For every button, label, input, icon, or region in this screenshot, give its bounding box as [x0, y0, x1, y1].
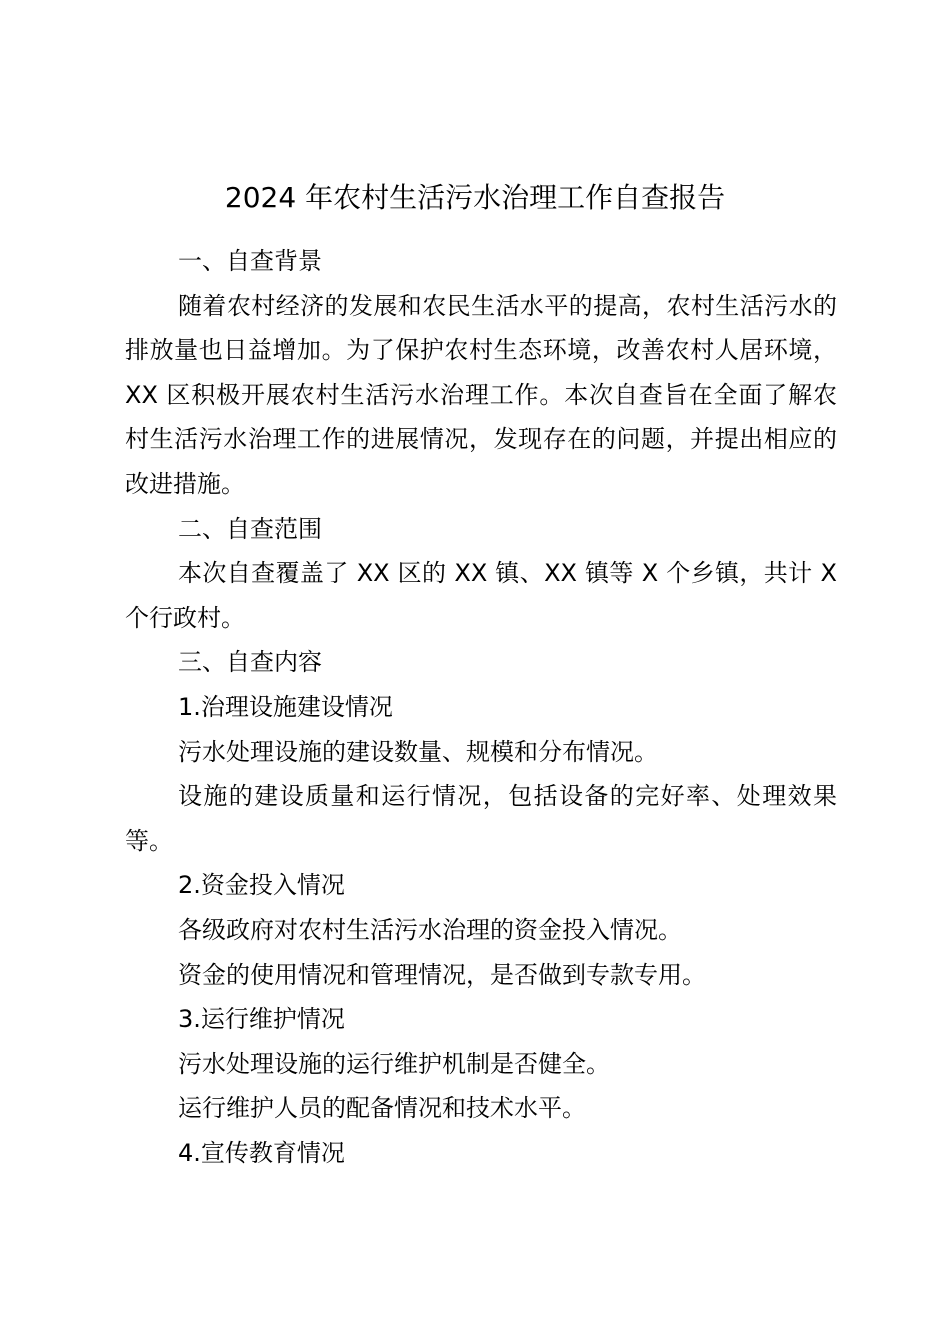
subheading-maintenance: 3.运行维护情况	[178, 1005, 345, 1034]
section-heading-background: 一、自查背景	[178, 247, 322, 275]
subheading-publicity: 4.宣传教育情况	[178, 1138, 345, 1167]
document-body	[125, 239, 837, 1175]
paragraph-funding-input: 各级政府对农村生活污水治理的资金投入情况。	[178, 915, 682, 944]
document-title: 2024 年农村生活污水治理工作自查报告	[224, 181, 726, 214]
paragraph-facilities-quality: 设施的建设质量和运行情况，包括设备的完好率、处理效果等。	[125, 782, 837, 855]
paragraph-maintenance-mechanism: 污水处理设施的运行维护机制是否健全。	[178, 1049, 610, 1078]
section-heading-scope: 二、自查范围	[178, 514, 322, 543]
paragraph-background: 随着农村经济的发展和农民生活水平的提高，农村生活污水的排放量也日益增加。为了保护农村生态环境，改善农村人居环境，XX 区积极开展农村生活污水治理工作。本次自查旨在全面了解农村生活污水治理工作的进展情况，发现存在的问题，并提出相应的改进措施。	[125, 291, 837, 498]
paragraph-scope: 本次自查覆盖了 XX 区的 XX 镇、XX 镇等 X 个乡镇，共计 X 个行政村。	[125, 559, 837, 632]
paragraph-maintenance-staff: 运行维护人员的配备情况和技术水平。	[178, 1094, 586, 1123]
paragraph-facilities-quantity: 污水处理设施的建设数量、规模和分布情况。	[178, 737, 658, 766]
section-heading-content: 三、自查内容	[178, 648, 322, 677]
paragraph-funding-use: 资金的使用情况和管理情况，是否做到专款专用。	[178, 960, 706, 989]
subheading-facilities: 1.治理设施建设情况	[178, 692, 393, 721]
subheading-funding: 2.资金投入情况	[178, 871, 345, 900]
